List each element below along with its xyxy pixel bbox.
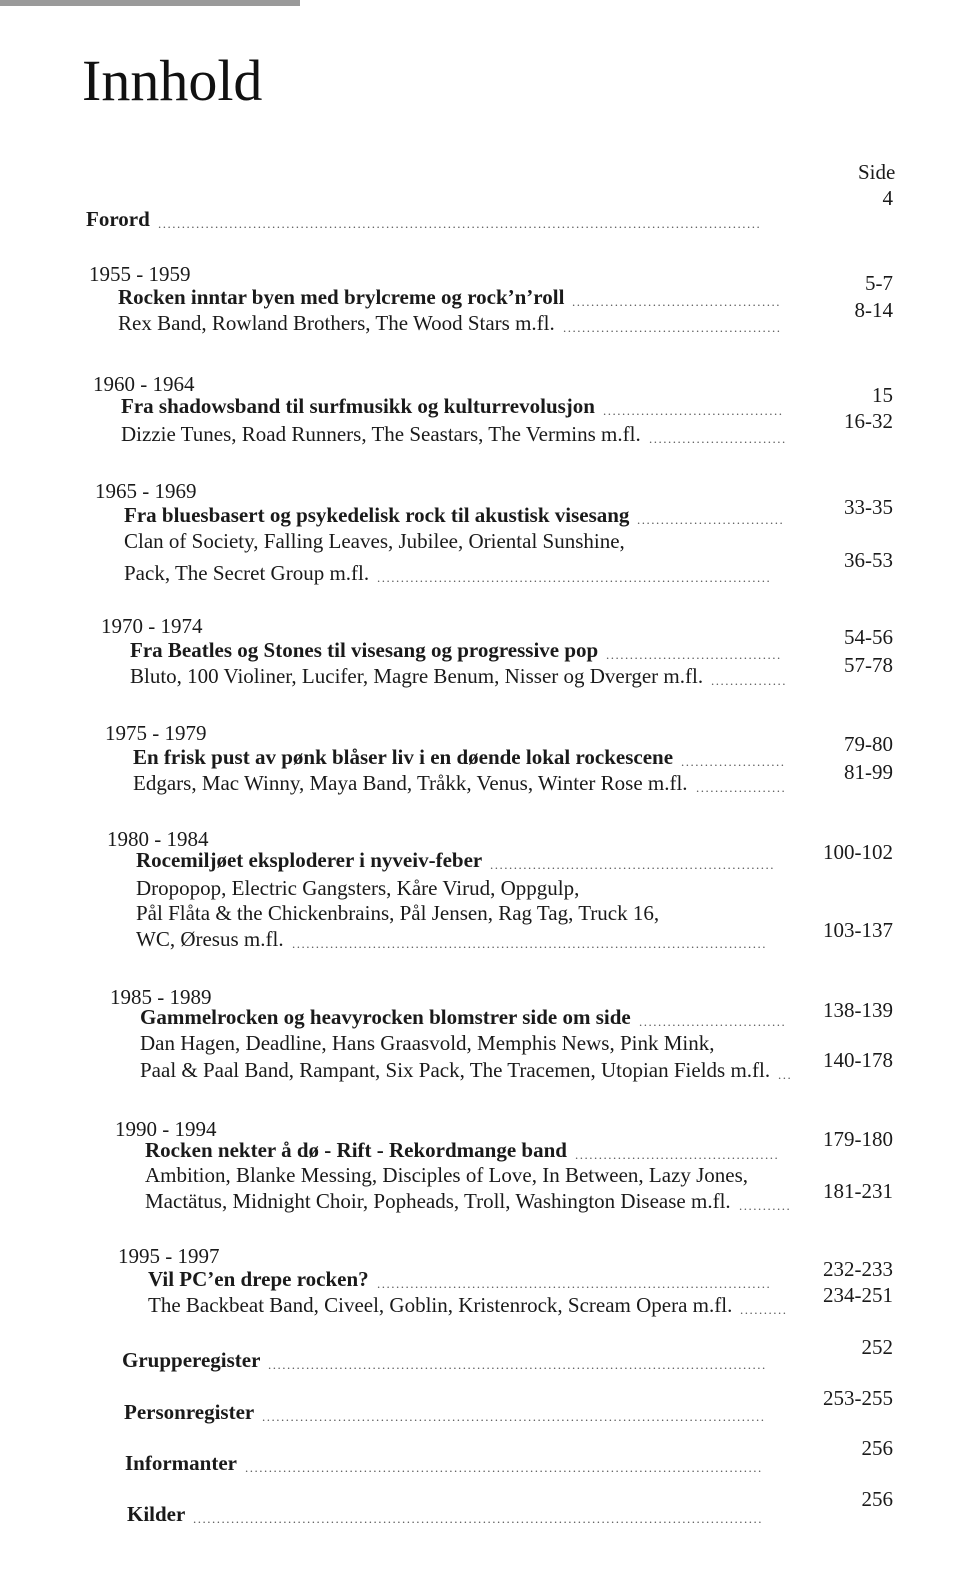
chapter-title: Rocken nekter å dø - Rift - Rekordmange band: [145, 1138, 567, 1162]
dot-leader: ...............................: [639, 1014, 787, 1029]
band-list: Mactätus, Midnight Choir, Popheads, Troll, Washington Disease m.fl.: [145, 1189, 731, 1213]
dot-leader: ...............................................................................................................................: [158, 216, 762, 231]
toc-entry-forord: Forord: [86, 207, 150, 231]
chapter-title: Rocken inntar byen med brylcreme og rock’n’roll: [118, 285, 565, 309]
section-years: 1980 - 1984: [107, 827, 209, 851]
dot-leader: ............................................................: [490, 857, 775, 872]
band-list: The Backbeat Band, Civeel, Goblin, Kristenrock, Scream Opera m.fl.: [148, 1293, 733, 1317]
page-number: 8-14: [854, 298, 893, 322]
dot-leader: .............................: [649, 431, 787, 446]
band-list: Bluto, 100 Violiner, Lucifer, Magre Benum, Nisser og Dverger m.fl.: [130, 664, 704, 688]
band-list: Clan of Society, Falling Leaves, Jubilee, Oriental Sunshine,: [124, 529, 625, 553]
section-years: 1970 - 1974: [101, 614, 203, 638]
band-list: Edgars, Mac Winny, Maya Band, Tråkk, Venus, Winter Rose m.fl.: [133, 771, 688, 795]
section-years: 1990 - 1994: [115, 1117, 217, 1141]
band-list: Ambition, Blanke Messing, Disciples of Love, In Between, Lazy Jones,: [145, 1163, 749, 1187]
band-list: Dan Hagen, Deadline, Hans Graasvold, Memphis News, Pink Mink,: [140, 1031, 715, 1055]
dot-leader: ..........................................................................................................: [262, 1409, 766, 1424]
dot-leader: ......................: [681, 754, 786, 769]
side-column-header: Side: [858, 160, 896, 184]
section-years: 1985 - 1989: [110, 985, 212, 1009]
scan-edge: [0, 0, 300, 6]
toc-entry-personregister: Personregister: [124, 1400, 255, 1424]
dot-leader: .....................................: [606, 647, 782, 662]
page-number: 57-78: [844, 653, 893, 677]
page-number: 81-99: [844, 760, 893, 784]
toc-entry-informanter: Informanter: [125, 1451, 237, 1475]
page-number: 181-231: [823, 1179, 893, 1203]
chapter-title: Vil PC’en drepe rocken?: [148, 1267, 369, 1291]
dot-leader: ................: [711, 673, 787, 688]
chapter-title: Rocemiljøet eksploderer i nyveiv-feber: [136, 848, 483, 872]
chapter-title: Gammelrocken og heavyrocken blomstrer side om side: [140, 1005, 631, 1029]
band-list: Pål Flåta & the Chickenbrains, Pål Jensen, Rag Tag, Truck 16,: [136, 901, 660, 925]
chapter-title: En frisk pust av pønk blåser liv i en døende lokal rockescene: [133, 745, 674, 769]
page-number: 15: [872, 383, 893, 407]
page-number: 33-35: [844, 495, 893, 519]
dot-leader: .........................................................................................................: [268, 1357, 767, 1372]
section-years: 1975 - 1979: [105, 721, 207, 745]
dot-leader: ...............................: [637, 512, 785, 527]
page-number: 54-56: [844, 625, 893, 649]
dot-leader: ..........: [740, 1302, 788, 1317]
dot-leader: ........................................................................................................................: [193, 1511, 763, 1526]
page-number: 4: [882, 186, 893, 210]
page-number: 100-102: [823, 840, 893, 864]
page-number: 36-53: [844, 548, 893, 572]
section-years: 1965 - 1969: [95, 479, 197, 503]
page-number: 103-137: [823, 918, 893, 942]
chapter-title: Fra shadowsband til surfmusikk og kulturrevolusjon: [121, 394, 595, 418]
page-number: 16-32: [844, 409, 893, 433]
dot-leader: ...........................................: [575, 1147, 780, 1162]
section-years: 1995 - 1997: [118, 1244, 220, 1268]
page-number: 179-180: [823, 1127, 893, 1151]
band-list: Dizzie Tunes, Road Runners, The Seastars, The Vermins m.fl.: [121, 422, 641, 446]
section-years: 1960 - 1964: [93, 372, 195, 396]
page-number: 79-80: [844, 732, 893, 756]
toc-entry-kilder: Kilder: [127, 1502, 186, 1526]
band-list: Paal & Paal Band, Rampant, Six Pack, The Tracemen, Utopian Fields m.fl.: [140, 1058, 771, 1082]
band-list: WC, Øresus m.fl.: [136, 927, 284, 951]
dot-leader: ....................................................................................................: [292, 936, 767, 951]
dot-leader: ...................: [696, 780, 787, 795]
toc-entry-grupperegister: Grupperegister: [122, 1348, 261, 1372]
page-title: Innhold: [82, 48, 263, 113]
page-number: 138-139: [823, 998, 893, 1022]
page-number: 5-7: [865, 271, 893, 295]
dot-leader: ......................................: [603, 403, 784, 418]
page-number: 234-251: [823, 1283, 893, 1307]
section-years: 1955 - 1959: [89, 262, 191, 286]
page-number: 232-233: [823, 1257, 893, 1281]
band-list: Rex Band, Rowland Brothers, The Wood Stars m.fl.: [118, 311, 555, 335]
page-number: 253-255: [823, 1386, 893, 1410]
chapter-title: Fra bluesbasert og psykedelisk rock til akustisk visesang: [124, 503, 630, 527]
page-number: 252: [861, 1335, 893, 1359]
band-list: Pack, The Secret Group m.fl.: [124, 561, 370, 585]
dot-leader: ............................................: [572, 294, 781, 309]
dot-leader: ...................................................................................: [377, 570, 772, 585]
dot-leader: ..............................................: [563, 320, 782, 335]
page-number: 256: [861, 1436, 893, 1460]
dot-leader: .............................................................................................................: [245, 1460, 763, 1475]
page-number: 140-178: [823, 1048, 893, 1072]
dot-leader: ...........: [739, 1198, 792, 1213]
dot-leader: ...................................................................................: [377, 1276, 772, 1291]
dot-leader: ...: [778, 1067, 793, 1082]
chapter-title: Fra Beatles og Stones til visesang og progressive pop: [130, 638, 599, 662]
band-list: Dropopop, Electric Gangsters, Kåre Virud, Oppgulp,: [136, 876, 580, 900]
page-number: 256: [861, 1487, 893, 1511]
